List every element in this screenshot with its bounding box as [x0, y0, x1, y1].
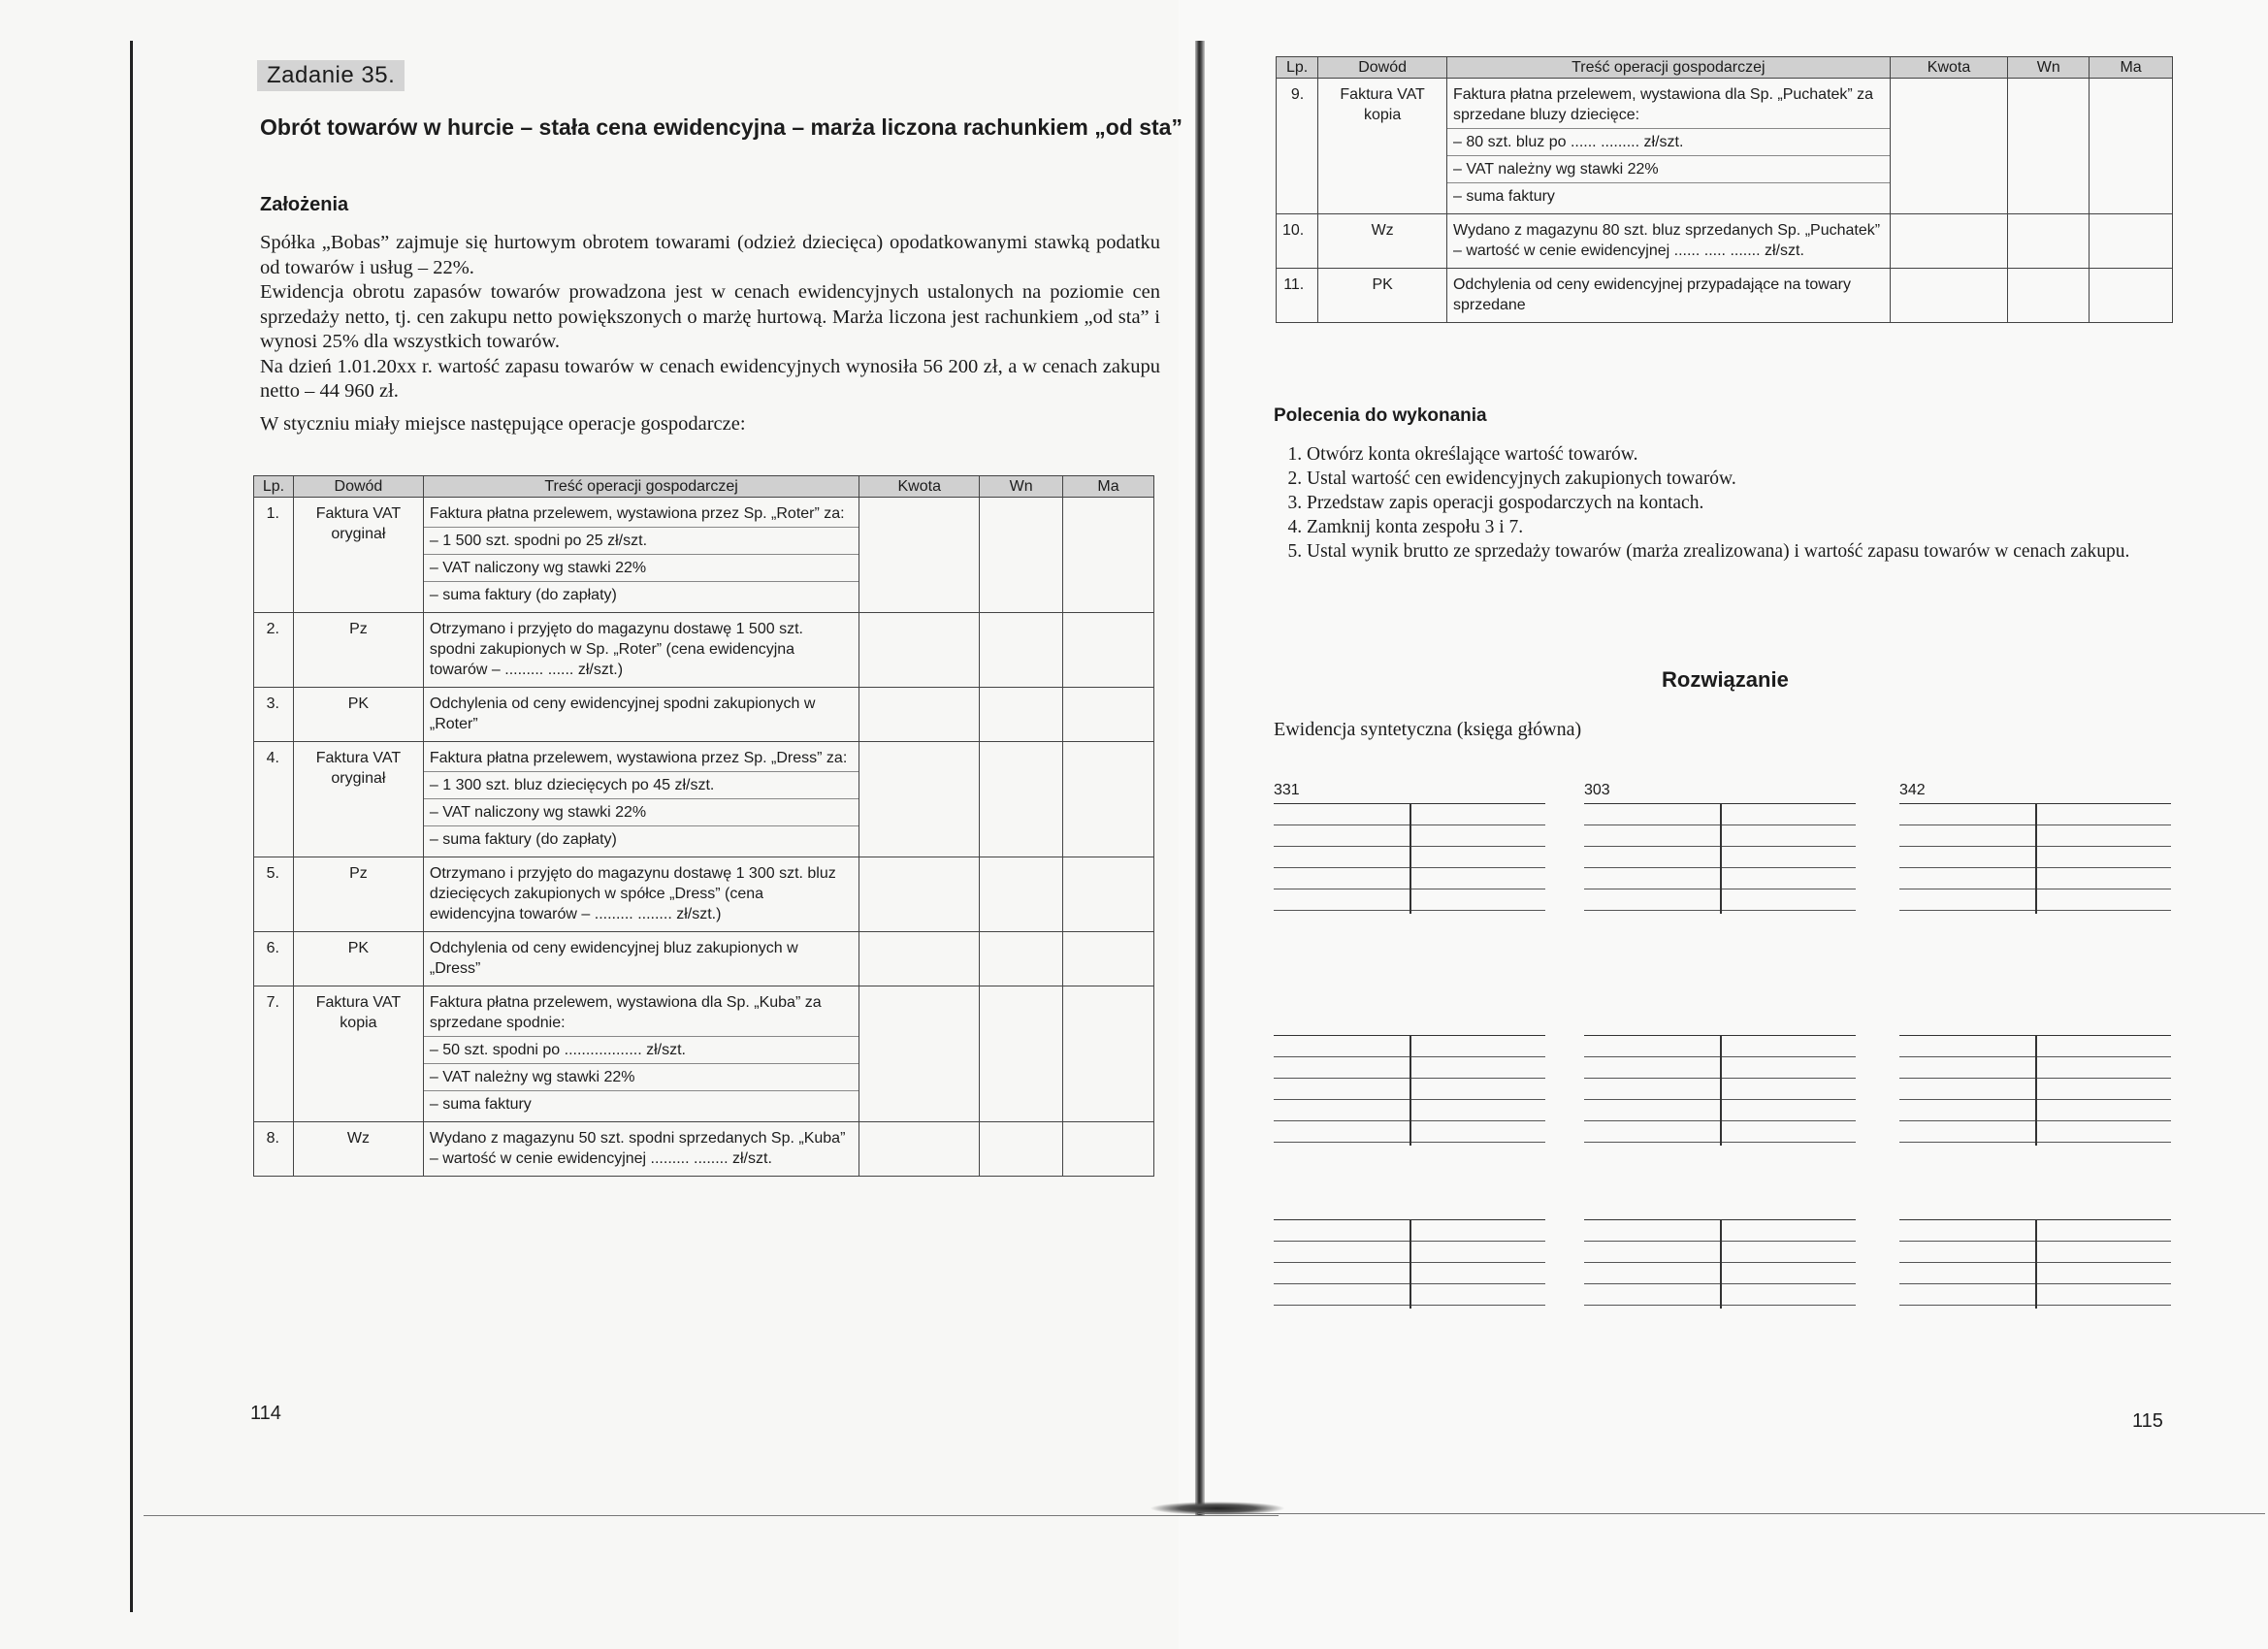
row-tresc	[423, 932, 859, 986]
header-ma: Ma	[2090, 57, 2173, 79]
row-tresc	[423, 688, 859, 742]
kwota-cell[interactable]	[859, 742, 980, 857]
left-page-edge	[130, 41, 133, 1612]
kwota-cell[interactable]	[859, 613, 980, 688]
ma-cell[interactable]	[2090, 269, 2173, 323]
wn-cell[interactable]	[980, 857, 1063, 932]
row-tresc-line: Faktura płatna przelewem, wystawiona dla Sp. „Kuba” za sprzedane spodnie:	[429, 994, 822, 1031]
row-lp: 11.	[1277, 269, 1318, 323]
ma-cell[interactable]	[1063, 986, 1154, 1122]
account-number	[1899, 1198, 2171, 1219]
solution-subheading: Ewidencja syntetyczna (księga główna)	[1274, 719, 1582, 740]
row-dowod: PK	[293, 932, 423, 986]
row-lp: 5.	[254, 857, 294, 932]
header-tresc: Treść operacji gospodarczej	[423, 476, 859, 498]
header-tresc: Treść operacji gospodarczej	[1446, 57, 1890, 79]
header-dowod: Dowód	[293, 476, 423, 498]
account-number	[1274, 1198, 1545, 1219]
header-dowod: Dowód	[1318, 57, 1447, 79]
t-account	[1274, 782, 1545, 911]
row-tresc-line: Odchylenia od ceny ewidencyjnej przypadające na towary sprzedane	[1452, 276, 1851, 313]
account-number	[1584, 1198, 1856, 1219]
ma-cell[interactable]	[1063, 857, 1154, 932]
header-wn: Wn	[980, 476, 1063, 498]
assumption-paragraph: Ewidencja obrotu zapasów towarów prowadzona jest w cenach ewidencyjnych ustalonych na poziomie cen sprzedaży netto, tj. cen zakupu netto powiększonych o marżę hurtową. Marża liczona jest rachunkiem „od sta” i wynosi 25% dla wszystkich towarów.	[260, 281, 1160, 352]
wn-cell[interactable]	[980, 986, 1063, 1122]
table-row	[1277, 214, 2173, 269]
ma-cell[interactable]	[1063, 688, 1154, 742]
table-row	[1277, 79, 2173, 214]
command-item: 2. Ustal wartość cen ewidencyjnych zakupionych towarów.	[1307, 467, 2176, 491]
table-row	[254, 498, 1154, 613]
row-tresc-line: – VAT należny wg stawki 22%	[424, 1063, 859, 1090]
table-row	[254, 932, 1154, 986]
account-divider	[1720, 1219, 1722, 1309]
row-lp: 9.	[1277, 79, 1318, 214]
table-row	[254, 857, 1154, 932]
command-item: 5. Ustal wynik brutto ze sprzedaży towarów (marża zrealizowana) i wartość zapasu towarów w cenach zakupu.	[1307, 539, 2176, 564]
assumption-paragraph: Spółka „Bobas” zajmuje się hurtowym obrotem towarami (odzież dziecięca) opodatkowanymi stawką podatku od towarów i usług – 22%.	[260, 232, 1160, 278]
row-tresc	[1446, 214, 1890, 269]
table-row	[254, 986, 1154, 1122]
ma-cell[interactable]	[1063, 613, 1154, 688]
wn-cell[interactable]	[980, 688, 1063, 742]
book-spine	[1195, 41, 1205, 1515]
row-lp: 7.	[254, 986, 294, 1122]
ma-cell[interactable]	[2090, 79, 2173, 214]
row-tresc	[1446, 79, 1890, 214]
row-tresc-line: – suma faktury	[1447, 182, 1890, 210]
row-tresc-line: Wydano z magazynu 80 szt. bluz sprzedanych Sp. „Puchatek” – wartość w cenie ewidencyjnej ...... ..... ....... zł/szt.	[1452, 222, 1881, 259]
assumptions-heading: Założenia	[260, 194, 349, 215]
row-tresc-line: – suma faktury	[424, 1090, 859, 1117]
kwota-cell[interactable]	[859, 932, 980, 986]
account-divider	[1409, 1035, 1411, 1146]
kwota-cell[interactable]	[1890, 79, 2008, 214]
kwota-cell[interactable]	[859, 986, 980, 1122]
operations-table-right	[1276, 56, 2173, 323]
kwota-cell[interactable]	[859, 1122, 980, 1177]
header-kwota: Kwota	[859, 476, 980, 498]
account-divider	[1720, 803, 1722, 914]
t-account	[1584, 1198, 1856, 1306]
row-dowod: Pz	[293, 857, 423, 932]
kwota-cell[interactable]	[859, 498, 980, 613]
bottom-edge-right	[1198, 1513, 2265, 1514]
ma-cell[interactable]	[1063, 498, 1154, 613]
header-lp: Lp.	[254, 476, 294, 498]
header-wn: Wn	[2008, 57, 2090, 79]
row-dowod: PK	[1318, 269, 1447, 323]
row-tresc-line: – VAT należny wg stawki 22%	[1447, 155, 1890, 182]
row-dowod: Faktura VAT kopia	[1318, 79, 1447, 214]
account-divider	[2035, 803, 2037, 914]
row-lp: 3.	[254, 688, 294, 742]
t-account	[1274, 1014, 1545, 1143]
row-tresc-line: – suma faktury (do zapłaty)	[424, 581, 859, 608]
row-tresc	[423, 1122, 859, 1177]
row-tresc-line: – 50 szt. spodni po .................. zł/szt.	[424, 1036, 859, 1063]
table-row	[254, 688, 1154, 742]
row-tresc	[423, 613, 859, 688]
row-dowod: Faktura VAT kopia	[293, 986, 423, 1122]
command-item: 4. Zamknij konta zespołu 3 i 7.	[1307, 515, 2176, 539]
row-tresc-line: Wydano z magazynu 50 szt. spodni sprzedanych Sp. „Kuba” – wartość w cenie ewidencyjnej ......... ........ zł/szt.	[429, 1130, 846, 1167]
row-tresc-line: Otrzymano i przyjęto do magazynu dostawę 1 300 szt. bluz dziecięcych zakupionych w spółce „Dress” (cena ewidencyjna towarów – ......... ........ zł/szt.)	[429, 865, 836, 922]
wn-cell[interactable]	[2008, 214, 2090, 269]
row-tresc	[423, 857, 859, 932]
t-account	[1899, 1198, 2171, 1306]
row-tresc-line: Faktura płatna przelewem, wystawiona dla Sp. „Puchatek” za sprzedane bluzy dziecięce:	[1452, 86, 1874, 123]
row-dowod: Wz	[293, 1122, 423, 1177]
assumption-paragraph: Na dzień 1.01.20xx r. wartość zapasu towarów w cenach ewidencyjnych wynosiła 56 200 zł, a w cenach zakupu netto – 44 960 zł.	[260, 355, 1160, 402]
page-number-right: 115	[2132, 1410, 2163, 1432]
row-lp: 10.	[1277, 214, 1318, 269]
row-lp: 1.	[254, 498, 294, 613]
header-lp: Lp.	[1277, 57, 1318, 79]
wn-cell[interactable]	[980, 932, 1063, 986]
wn-cell[interactable]	[980, 613, 1063, 688]
t-account	[1899, 1014, 2171, 1143]
wn-cell[interactable]	[980, 742, 1063, 857]
table-row	[254, 613, 1154, 688]
row-tresc-line: – suma faktury (do zapłaty)	[424, 825, 859, 853]
t-account	[1584, 1014, 1856, 1143]
table-row	[254, 742, 1154, 857]
row-lp: 2.	[254, 613, 294, 688]
operations-table-left	[253, 475, 1154, 1177]
wn-cell[interactable]	[2008, 269, 2090, 323]
table-row	[1277, 269, 2173, 323]
account-divider	[1720, 1035, 1722, 1146]
t-account	[1899, 782, 2171, 911]
row-tresc-line: – VAT naliczony wg stawki 22%	[424, 554, 859, 581]
row-lp: 4.	[254, 742, 294, 857]
row-tresc-line: Otrzymano i przyjęto do magazynu dostawę 1 500 szt. spodni zakupionych w Sp. „Roter” (cena ewidencyjna towarów – ......... ...... zł/szt.)	[429, 621, 803, 678]
account-number: 342	[1899, 782, 1926, 798]
account-number	[1584, 1014, 1856, 1035]
header-kwota: Kwota	[1890, 57, 2008, 79]
commands-heading: Polecenia do wykonania	[1274, 405, 1487, 426]
account-divider	[2035, 1219, 2037, 1309]
account-divider	[1409, 1219, 1411, 1309]
ma-cell[interactable]	[1063, 932, 1154, 986]
operations-intro: W styczniu miały miejsce następujące operacje gospodarcze:	[260, 412, 746, 435]
row-lp: 8.	[254, 1122, 294, 1177]
t-account	[1274, 1198, 1545, 1306]
row-tresc	[423, 498, 859, 613]
row-dowod: Pz	[293, 613, 423, 688]
account-number	[1899, 1014, 2171, 1035]
task-title: Obrót towarów w hurcie – stała cena ewidencyjna – marża liczona rachunkiem „od sta”	[260, 114, 1183, 140]
row-dowod: Faktura VAT oryginał	[293, 742, 423, 857]
wn-cell[interactable]	[980, 498, 1063, 613]
row-tresc	[423, 742, 859, 857]
row-tresc-line: Faktura płatna przelewem, wystawiona przez Sp. „Roter” za:	[429, 505, 845, 522]
row-lp: 6.	[254, 932, 294, 986]
ma-cell[interactable]	[2090, 214, 2173, 269]
kwota-cell[interactable]	[1890, 214, 2008, 269]
command-item: 3. Przedstaw zapis operacji gospodarczych na kontach.	[1307, 491, 2176, 515]
row-dowod: PK	[293, 688, 423, 742]
row-tresc	[423, 986, 859, 1122]
row-tresc-line: – 80 szt. bluz po ...... ......... zł/szt.	[1447, 128, 1890, 155]
row-tresc-line: Odchylenia od ceny ewidencyjnej bluz zakupionych w „Dress”	[429, 940, 798, 977]
row-tresc-line: – 1 300 szt. bluz dziecięcych po 45 zł/szt.	[424, 771, 859, 798]
row-tresc-line: – 1 500 szt. spodni po 25 zł/szt.	[424, 527, 859, 554]
account-number: 331	[1274, 782, 1300, 798]
t-account	[1584, 782, 1856, 911]
row-dowod: Faktura VAT oryginał	[293, 498, 423, 613]
table-row	[254, 1122, 1154, 1177]
ma-cell[interactable]	[1063, 742, 1154, 857]
header-ma: Ma	[1063, 476, 1154, 498]
account-divider	[2035, 1035, 2037, 1146]
wn-cell[interactable]	[980, 1122, 1063, 1177]
account-divider	[1409, 803, 1411, 914]
bottom-edge-left	[144, 1515, 1279, 1516]
command-item: 1. Otwórz konta określające wartość towarów.	[1307, 442, 2176, 467]
row-dowod: Wz	[1318, 214, 1447, 269]
ma-cell[interactable]	[1063, 1122, 1154, 1177]
row-tresc	[1446, 269, 1890, 323]
task-number: Zadanie 35.	[257, 60, 405, 91]
kwota-cell[interactable]	[859, 857, 980, 932]
commands-list	[1274, 442, 2176, 564]
row-tresc-line: Faktura płatna przelewem, wystawiona przez Sp. „Dress” za:	[429, 750, 848, 766]
assumptions-text	[260, 231, 1160, 436]
kwota-cell[interactable]	[859, 688, 980, 742]
kwota-cell[interactable]	[1890, 269, 2008, 323]
row-tresc-line: – VAT naliczony wg stawki 22%	[424, 798, 859, 825]
account-number: 303	[1584, 782, 1610, 798]
row-tresc-line: Odchylenia od ceny ewidencyjnej spodni zakupionych w „Roter”	[429, 695, 816, 732]
solution-heading: Rozwiązanie	[1662, 667, 1789, 692]
account-number	[1274, 1014, 1545, 1035]
wn-cell[interactable]	[2008, 79, 2090, 214]
page-number-left: 114	[250, 1403, 281, 1424]
